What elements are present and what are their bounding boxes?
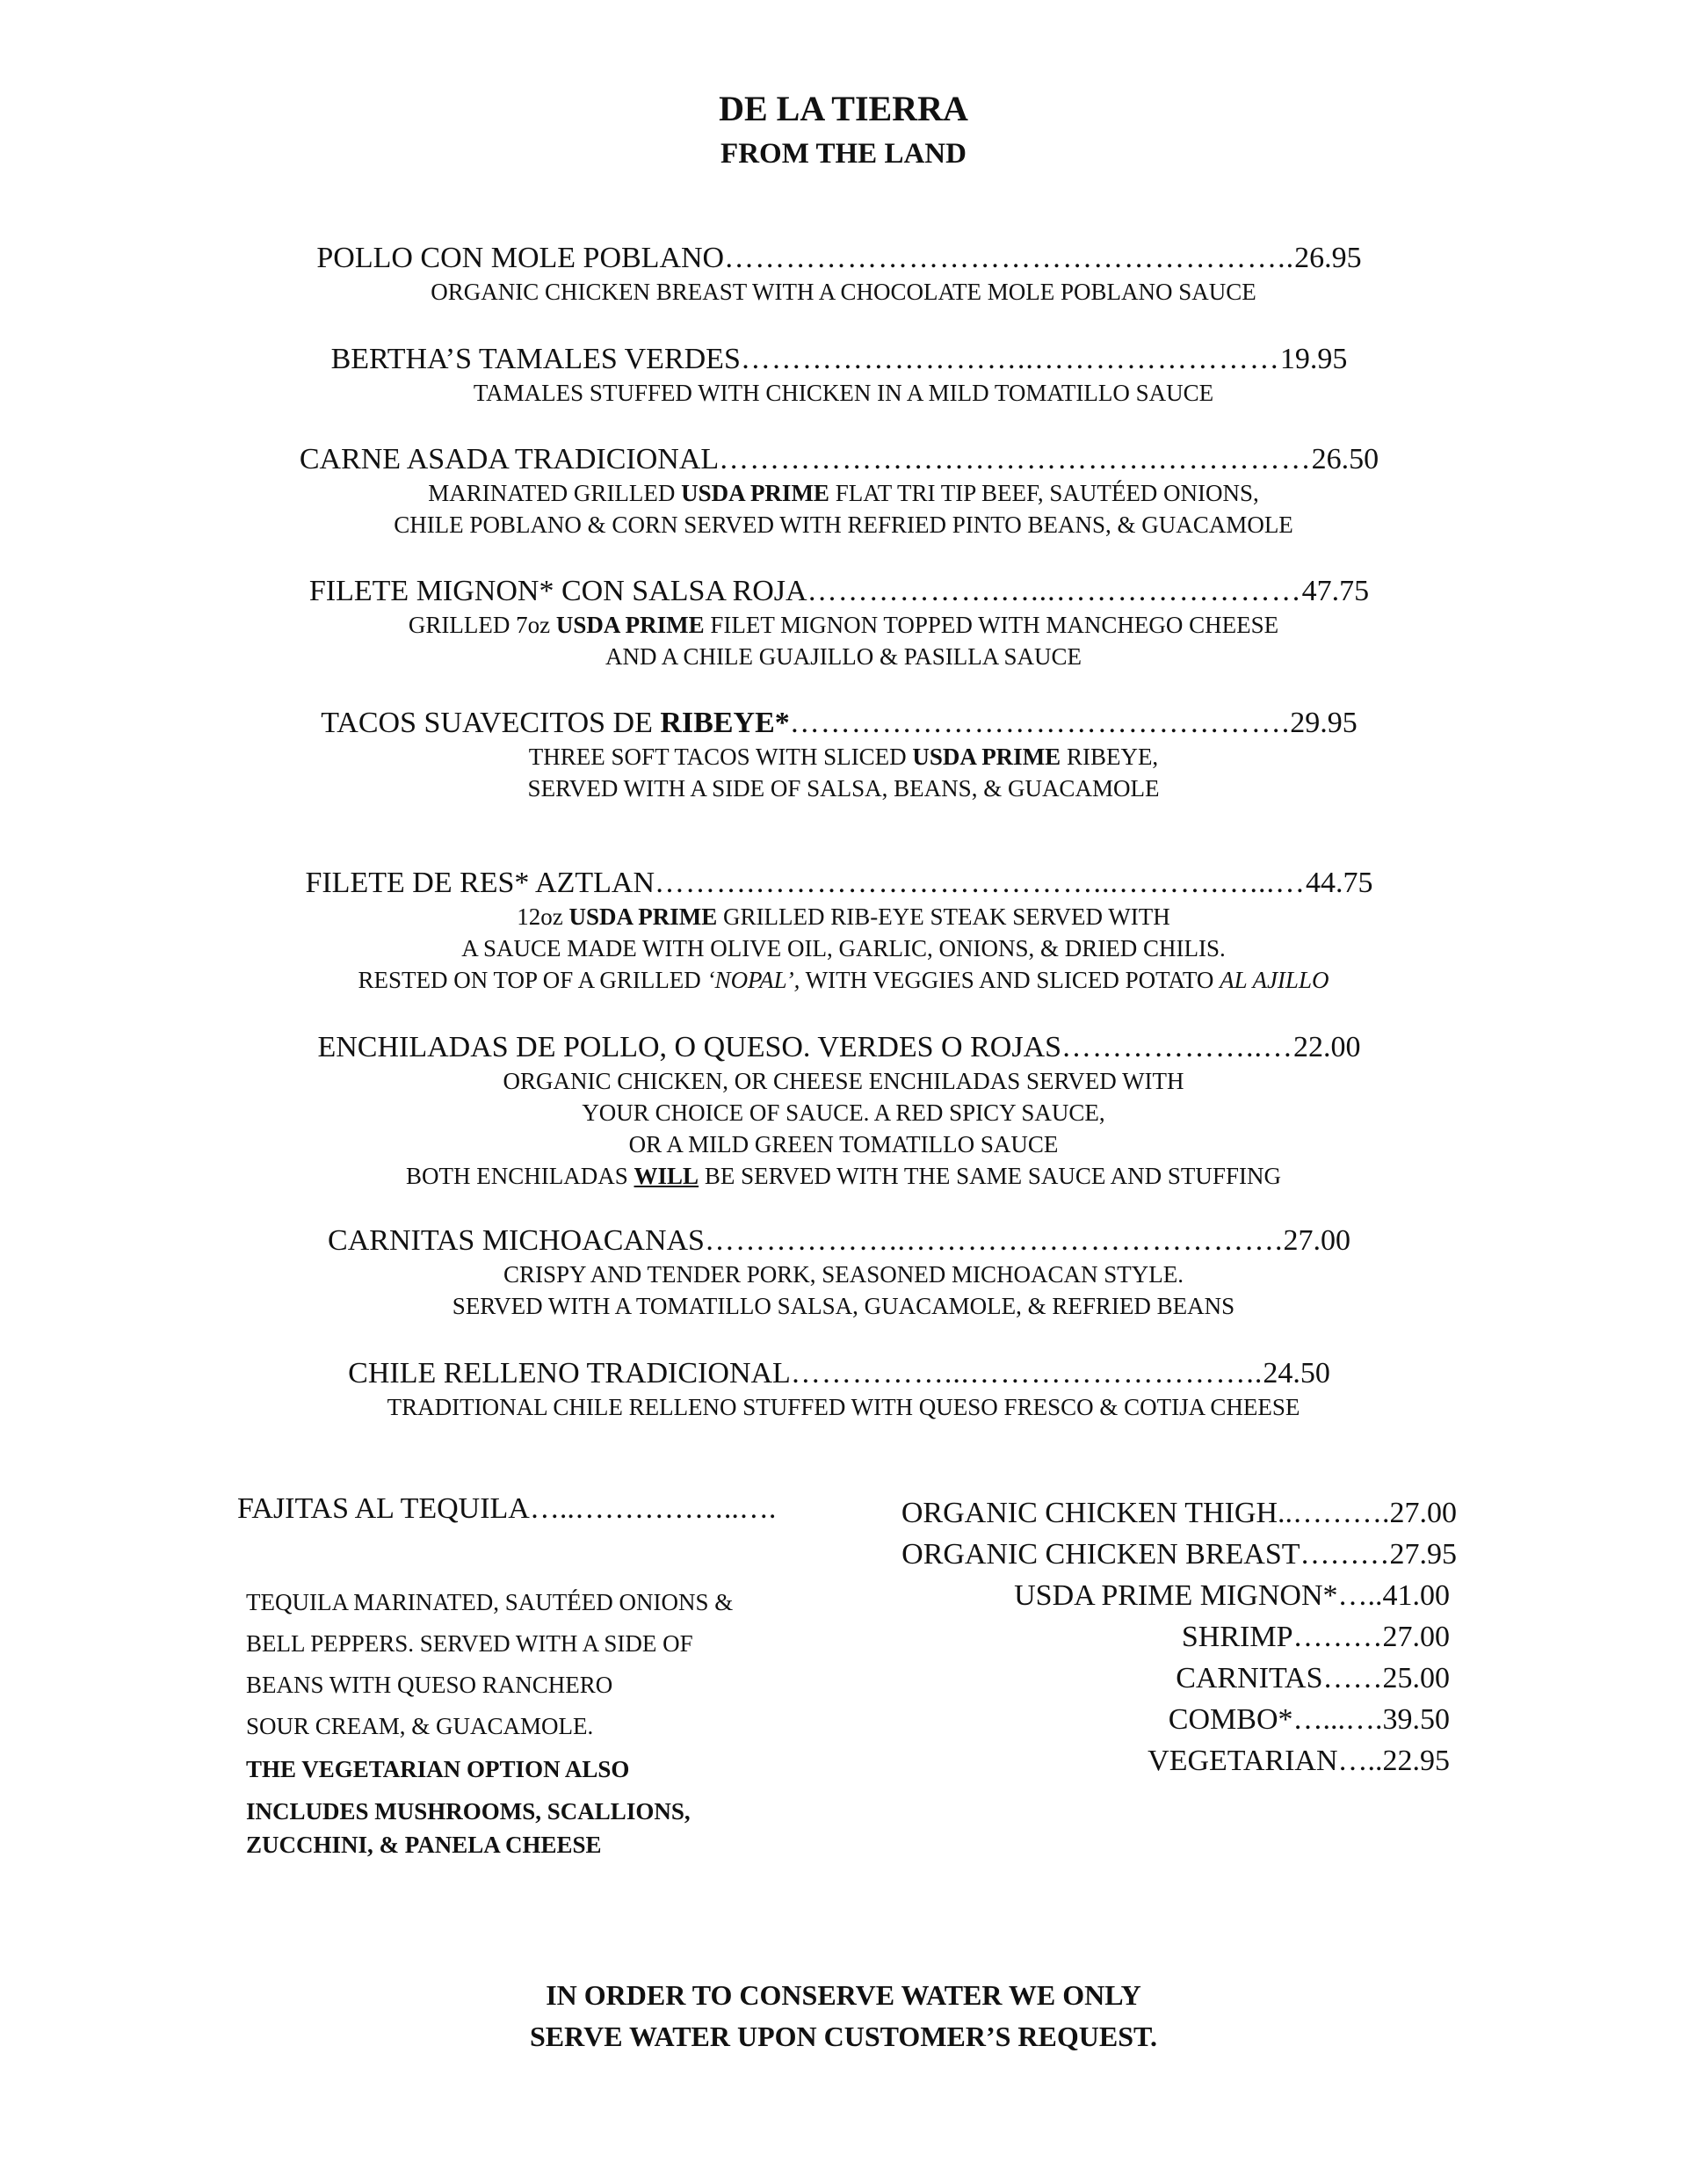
item-heading — [0, 442, 1687, 477]
item-name: CHILE RELLENO TRADICIONAL — [348, 1357, 791, 1389]
fajitas-desc-line: TEQUILA MARINATED, SAUTÉED ONIONS & — [246, 1589, 734, 1615]
item-description: OR A MILD GREEN TOMATILLO SAUCE — [628, 1131, 1059, 1157]
item-description: TAMALES STUFFED WITH CHICKEN IN A MILD TOMATILLO SAUCE — [473, 380, 1214, 406]
item-dots: ………………..………………………………. — [704, 1224, 1284, 1257]
menu-item — [0, 866, 1687, 996]
item-name: FILETE MIGNON* CON SALSA ROJA — [308, 575, 807, 607]
item-dots: …………………………………….…………… — [719, 443, 1312, 475]
item-description: MARINATED GRILLED USDA PRIME FLAT TRI TIP BEEF, SAUTÉED ONIONS, — [428, 480, 1259, 506]
notice-line: IN ORDER TO CONSERVE WATER WE ONLY — [546, 1979, 1141, 2011]
fajitas-description — [246, 1582, 733, 1861]
fajitas-option: ORGANIC CHICKEN THIGH..……….27.00 — [901, 1497, 1457, 1529]
notice-line: SERVE WATER UPON CUSTOMER’S REQUEST. — [530, 2021, 1157, 2052]
fajitas-desc-line: BELL PEPPERS. SERVED WITH A SIDE OF — [246, 1630, 693, 1657]
item-dots: ………………..… — [1061, 1031, 1294, 1063]
item-dots: ……………...……………………….. — [790, 1357, 1263, 1389]
item-heading — [0, 706, 1687, 741]
item-description: CRISPY AND TENDER PORK, SEASONED MICHOACAN STYLE. — [503, 1261, 1184, 1288]
item-name: POLLO CON MOLE POBLANO — [316, 242, 725, 274]
item-description: YOUR CHOICE OF SAUCE. A RED SPICY SAUCE, — [582, 1099, 1105, 1126]
water-notice — [0, 1975, 1687, 2057]
item-description: A SAUCE MADE WITH OLIVE OIL, GARLIC, ONIONS, & DRIED CHILIS. — [461, 935, 1226, 961]
item-description: ORGANIC CHICKEN, OR CHEESE ENCHILADAS SERVED WITH — [503, 1068, 1184, 1094]
item-name: CARNE ASADA TRADICIONAL — [299, 443, 720, 475]
item-price: 47.75 — [1301, 575, 1370, 607]
fajitas-option: CARNITAS……25.00 — [1176, 1662, 1450, 1694]
section-subtitle: FROM THE LAND — [720, 138, 967, 170]
section-title: DE LA TIERRA — [719, 89, 968, 128]
item-price: 22.00 — [1293, 1031, 1361, 1063]
item-price: 24.50 — [1263, 1357, 1330, 1389]
menu-item — [0, 342, 1687, 409]
fajitas-option: COMBO*…...….39.50 — [1168, 1703, 1450, 1736]
item-heading — [0, 1356, 1687, 1391]
item-price: 26.50 — [1311, 443, 1379, 475]
item-name: TACOS SUAVECITOS DE — [321, 707, 653, 739]
item-description: AND A CHILE GUAJILLO & PASILLA SAUCE — [605, 643, 1082, 670]
item-heading — [0, 342, 1687, 377]
fajitas-desc-line: SOUR CREAM, & GUACAMOLE. — [246, 1713, 594, 1739]
item-description: BOTH ENCHILADAS WILL BE SERVED WITH THE SAME SAUCE AND STUFFING — [406, 1163, 1281, 1189]
item-description: CHILE POBLANO & CORN SERVED WITH REFRIED PINTO BEANS, & GUACAMOLE — [394, 512, 1293, 538]
item-price: 19.95 — [1279, 343, 1348, 375]
item-dots: ……….……………………………...……….…...… — [655, 867, 1307, 899]
item-description: TRADITIONAL CHILE RELLENO STUFFED WITH QUESO FRESCO & COTIJA CHEESE — [387, 1394, 1300, 1420]
item-description: ORGANIC CHICKEN BREAST WITH A CHOCOLATE MOLE POBLANO SAUCE — [431, 279, 1256, 305]
item-name: FILETE DE RES* AZTLAN — [305, 867, 655, 899]
item-dots: ……………….…...…………………… — [807, 575, 1302, 607]
fajitas-dots: …..……………..…. — [529, 1492, 777, 1525]
item-description: SERVED WITH A SIDE OF SALSA, BEANS, & GUACAMOLE — [527, 775, 1160, 802]
menu-item — [0, 442, 1687, 541]
fajitas-name: FAJITAS AL TEQUILA — [237, 1492, 530, 1525]
item-name-bold: RIBEYE* — [660, 707, 790, 739]
vegetarian-note-line: INCLUDES MUSHROOMS, SCALLIONS, — [246, 1798, 691, 1825]
item-description: 12oz USDA PRIME GRILLED RIB-EYE STEAK SERVED WITH — [517, 903, 1170, 930]
item-price: 29.95 — [1290, 707, 1358, 739]
item-description: GRILLED 7oz USDA PRIME FILET MIGNON TOPPED WITH MANCHEGO CHEESE — [408, 612, 1279, 638]
menu-item — [0, 574, 1687, 672]
fajitas-options — [791, 1492, 1457, 1781]
item-description: SERVED WITH A TOMATILLO SALSA, GUACAMOLE, & REFRIED BEANS — [452, 1293, 1235, 1319]
menu-item — [0, 1223, 1687, 1322]
menu-item — [0, 706, 1687, 804]
item-dots: ……………………………………………….. — [724, 242, 1295, 274]
item-name: ENCHILADAS DE POLLO, O QUESO. VERDES O ROJAS — [317, 1031, 1062, 1063]
menu-item — [0, 1356, 1687, 1423]
fajitas-option: SHRIMP………27.00 — [1181, 1621, 1450, 1653]
item-name: CARNITAS MICHOACANAS — [328, 1224, 705, 1257]
fajitas-heading — [237, 1492, 776, 1526]
item-price: 27.00 — [1283, 1224, 1350, 1257]
fajitas-option: VEGETARIAN…..22.95 — [1148, 1745, 1450, 1777]
item-heading — [0, 241, 1687, 276]
fajitas-desc-line: BEANS WITH QUESO RANCHERO — [246, 1672, 613, 1698]
item-heading — [0, 866, 1687, 901]
item-heading — [0, 1223, 1687, 1259]
item-heading — [0, 1030, 1687, 1065]
item-price: 26.95 — [1294, 242, 1362, 274]
menu-item — [0, 241, 1687, 308]
item-price: 44.75 — [1306, 867, 1373, 899]
item-name: BERTHA’S TAMALES VERDES — [330, 343, 741, 375]
fajitas-option: USDA PRIME MIGNON*…..41.00 — [1014, 1579, 1450, 1612]
item-description: THREE SOFT TACOS WITH SLICED USDA PRIME RIBEYE, — [528, 744, 1159, 770]
item-heading — [0, 574, 1687, 609]
item-dots: …………………………………………. — [789, 707, 1291, 739]
fajitas-option: ORGANIC CHICKEN BREAST………27.95 — [901, 1538, 1457, 1571]
vegetarian-note-line: THE VEGETARIAN OPTION ALSO — [246, 1756, 630, 1782]
item-dots: ………………………..…………………… — [740, 343, 1280, 375]
item-description: RESTED ON TOP OF A GRILLED ‘NOPAL’, WITH VEGGIES AND SLICED POTATO AL AJILLO — [358, 967, 1329, 993]
vegetarian-note-line: ZUCCHINI, & PANELA CHEESE — [246, 1832, 602, 1858]
menu-item — [0, 1030, 1687, 1192]
